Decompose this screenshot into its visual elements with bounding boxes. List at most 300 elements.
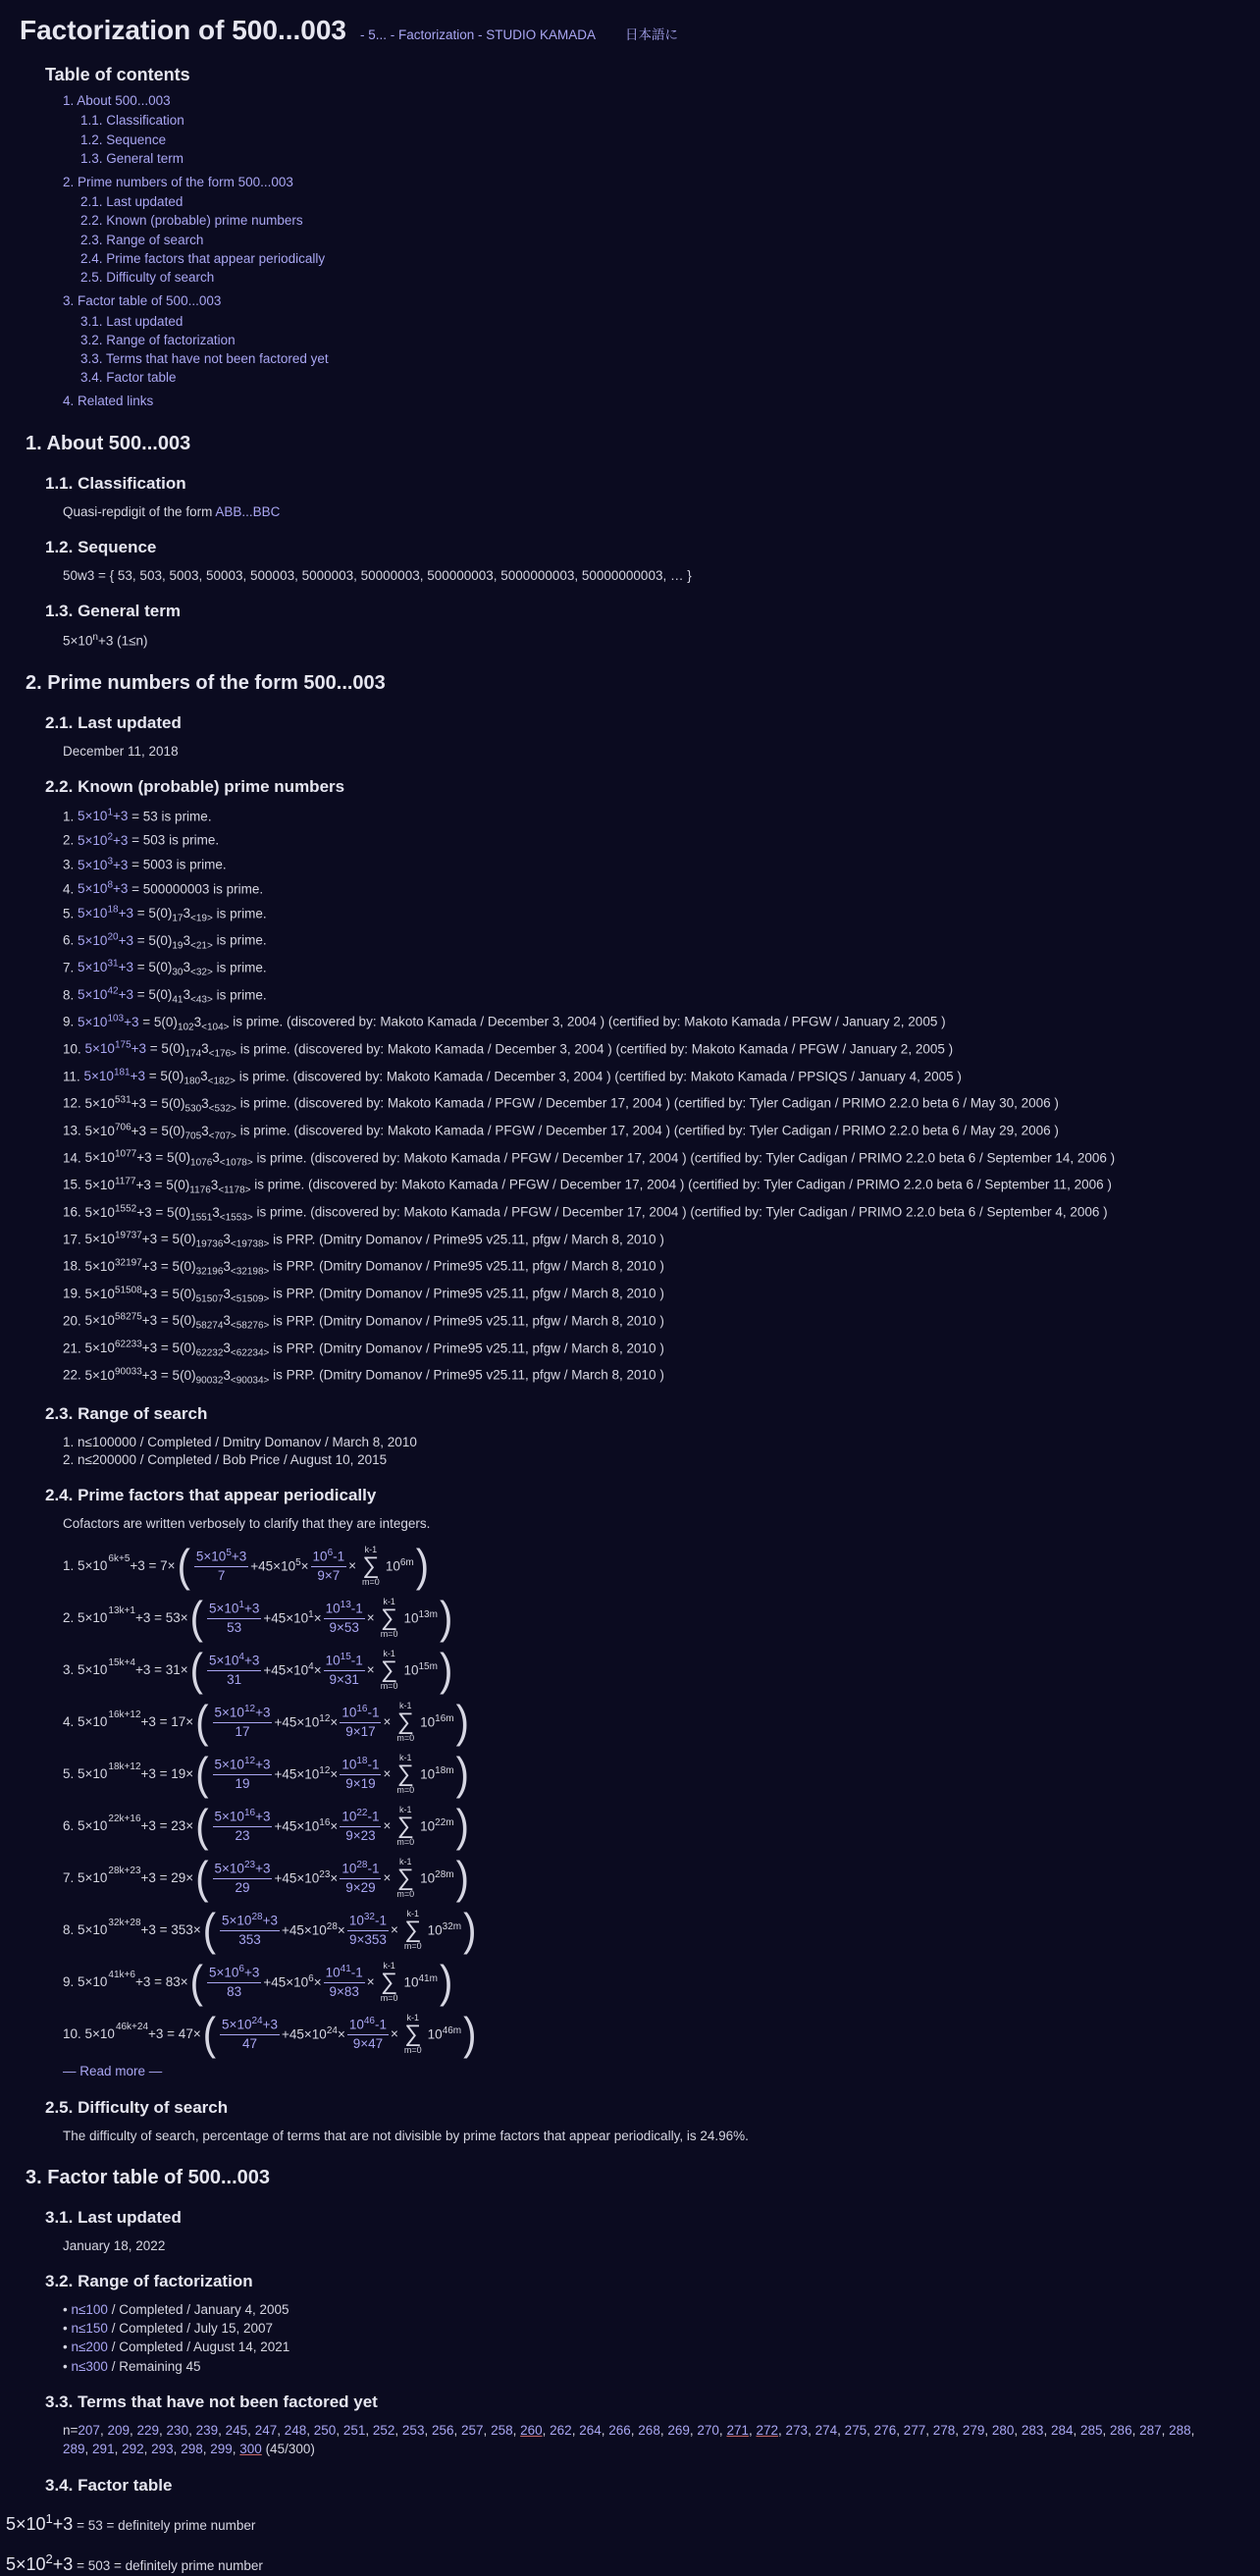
formula-lhs: 2. 5×10 [63,1609,108,1625]
prime-item [63,1339,1240,1361]
prime-note: is PRP. (Dmitry Domanov / Prime95 v25.11, pfgw / March 8, 2010 ) [269,1313,664,1329]
prime-note: is PRP. (Dmitry Domanov / Prime95 v25.11, pfgw / March 8, 2010 ) [269,1258,664,1274]
sigma-lower: m=0 [362,1576,380,1587]
sigma-lower: m=0 [396,1888,415,1899]
sequence-text: 50w3 = { 53, 503, 5003, 50003, 500003, 5000003, 50000003, 500000003, 5000000003, 50000000003, … } [63,567,692,583]
prime-value: = $5(0)_{1176}3_{<1178>}$ [150,1177,251,1196]
factor-table-title: 3.4. Factor table [45,2475,173,2495]
exponent: 5 [295,1557,301,1569]
prime-expression[interactable]: $5\times 10^8+3$ [78,879,129,897]
toc-link[interactable]: 3.1. Last updated [80,313,184,329]
exponent: 58275 [114,1311,142,1323]
range-link[interactable]: n≤300 [71,2358,108,2374]
term-link[interactable]: 269 [667,2422,690,2438]
periodic-formula [63,1957,1240,2008]
term-link[interactable]: 277 [903,2422,926,2438]
terms-prefix: n= [63,2422,79,2438]
numerator: $10^{41}-1$ [324,1963,365,1983]
term-link[interactable]: 250 [313,2422,337,2438]
exponent: 23 [243,1860,256,1871]
numerator: $5\times 10^1+3$ [207,1599,261,1619]
item-number: 7. [63,960,79,975]
term-link[interactable]: 279 [962,2422,985,2438]
exponent: 531 [114,1094,131,1106]
prime-value: = $5(0)_{51507}3_{<51509>}$ [157,1286,270,1305]
classification-title: 1.1. Classification [45,473,186,493]
toc-link[interactable]: 2. Prime numbers of the form 500...003 [63,174,293,189]
exponent: 22 [356,1808,368,1819]
digit-length: <19> [190,913,213,924]
right-paren: ) [455,1853,469,1904]
formula-factor: +3 = 7× [130,1557,176,1573]
unfactored-title: 3.3. Terms that have not been factored yet [45,2392,378,2411]
term-link[interactable]: 287 [1139,2422,1162,2438]
numerator: $5\times 10^{28}+3$ [220,1911,280,1931]
formula-lhs: 5. 5×10 [63,1765,108,1781]
prime-expression: $5\times 10^{51508}+3$ [84,1285,158,1301]
header [20,12,1240,49]
formula-factor: +3 = 47× [148,2025,201,2041]
sigma-lower: m=0 [380,1628,398,1639]
term-link[interactable]: 262 [550,2422,572,2438]
formula-factor: +3 = 23× [140,1817,194,1833]
exponent: 13k+1 [108,1605,135,1617]
prime-value: = $5(0)_{1551}3_{<1553>}$ [151,1204,253,1224]
last-updated-date: December 11, 2018 [63,743,179,759]
page-title: Factorization of 500...003 [20,15,346,45]
prime-item [63,1121,1240,1143]
numerator: $10^{46}-1$ [347,2015,389,2035]
prime-expression[interactable]: $5\times 10^{42}+3$ [78,985,133,1003]
periodic-formula [63,1801,1240,1852]
prime-value: = 53 is prime. [128,809,212,824]
range-of-search-list [63,1434,1240,1469]
formula-mid: $+45\times 10^{28}\times$ [281,1921,345,1938]
repeat-count: 174 [184,1049,202,1061]
exponent: 15 [340,1652,351,1663]
sigma-upper: k-1 [406,1908,420,1919]
fraction [213,1859,273,1897]
toc-link[interactable]: 2.2. Known (probable) prime numbers [80,213,303,229]
term-link[interactable]: 298 [181,2441,203,2456]
toc-link[interactable]: 2.5. Difficulty of search [80,270,215,286]
repeat-count: 102 [177,1022,194,1033]
denominator: 9×353 [348,1932,387,1948]
range-status: / Completed / January 4, 2005 [107,2301,289,2317]
prime-note: is prime. (discovered by: Makoto Kamada / PFGW / December 17, 2004 ) (certified by: Tyler Cadigan / PRIMO 2.2.0 beta 6 / September 4, 2006 ) [252,1204,1108,1220]
exponent: 28m [435,1869,454,1881]
times: × [391,2025,398,2041]
formula-lhs: 3. 5×10 [63,1661,108,1677]
exponent: 16 [319,1817,331,1829]
exponent: 31 [107,958,119,970]
sigma [396,1754,414,1795]
range-status: / Completed / August 14, 2021 [107,2339,290,2355]
times: × [366,1609,375,1625]
formula-mid: $+45\times 10^{23}\times$ [274,1869,339,1886]
toc-sublist [80,112,1240,168]
prime-expression[interactable]: $5\times 10^{181}+3$ [83,1067,146,1084]
sigma-lower: m=0 [396,1732,415,1743]
term-link[interactable]: 253 [401,2422,425,2438]
prime-value: = $5(0)_{705}3_{<707>}$ [146,1123,237,1142]
sigma-lower: m=0 [403,1940,422,1951]
term-link[interactable]: 284 [1050,2422,1074,2438]
read-more-link[interactable]: — Read more — [63,2064,163,2079]
classification-prefix: Quasi-repdigit of the form [63,503,216,519]
exponent: 2 [107,831,113,843]
prime-item [63,1039,1240,1062]
exponent: 20 [107,931,119,943]
term-link[interactable]: 270 [697,2422,719,2438]
term-link[interactable]: 268 [638,2422,660,2438]
fraction [207,1651,261,1689]
left-paren: ( [195,1697,209,1748]
item-number: 18. [63,1258,85,1274]
exponent: 12 [319,1713,331,1725]
repeat-count: 51507 [195,1293,224,1305]
repeat-count: 17 [172,913,184,924]
classification-link[interactable]: ABB...BBC [215,503,281,519]
item-number: 13. [63,1123,85,1138]
denominator: 9×47 [352,2036,384,2052]
repeat-count: 62232 [195,1347,224,1359]
language-link[interactable]: 日本語に [625,27,679,42]
sigma-symbol: ∑ [381,1968,398,1995]
prime-value: = 500000003 is prime. [128,881,264,897]
prime-expression: $5\times 10^{90033}+3$ [84,1366,158,1383]
range-link[interactable]: n≤100 [71,2301,108,2317]
term-link[interactable]: 288 [1169,2422,1191,2438]
prime-expression[interactable]: $5\times 10^1+3$ [78,807,129,824]
digit-length: <1553> [219,1212,253,1224]
left-paren: ( [189,1593,203,1644]
exponent: 16m [435,1713,454,1725]
times: × [390,1921,398,1937]
classification-text [63,503,1240,521]
term-link[interactable]: 272 [756,2422,779,2438]
toc-heading: Table of contents [45,64,190,84]
prime-item [63,958,1240,980]
breadcrumb[interactable]: - 5... - Factorization - STUDIO KAMADA [360,27,597,42]
prime-value: = $5(0)_{62232}3_{<62234>}$ [157,1341,270,1359]
sigma-symbol: ∑ [396,1864,414,1891]
formula-mid: $+45\times 10^{12}\times$ [274,1713,339,1730]
denominator: 9×53 [329,1620,359,1636]
numerator: $5\times 10^6+3$ [207,1963,261,1983]
sigma-upper: k-1 [383,1960,395,1971]
item-number: 6. [63,932,79,948]
list-item: 2. n≤200000 / Completed / Bob Price / August 10, 2015 [63,1452,388,1468]
term-link[interactable]: 239 [195,2422,219,2438]
prime-expression[interactable]: $5\times 10^{103}+3$ [78,1013,139,1029]
denominator: 353 [238,1932,261,1948]
formula-lhs: 1. 5×10 [63,1557,108,1573]
fraction [194,1547,248,1585]
numerator: $10^{18}-1$ [340,1755,381,1775]
periodic-formula [63,1697,1240,1748]
section-1-title: 1. About 500...003 [26,432,191,454]
digit-length: <104> [201,1022,230,1033]
term-link[interactable]: 245 [225,2422,248,2438]
term-link[interactable]: 285 [1080,2422,1103,2438]
toc-link[interactable]: 1.1. Classification [80,113,184,129]
term-link[interactable]: 266 [608,2422,631,2438]
exponent: 19737 [114,1230,142,1241]
term-link[interactable]: 276 [873,2422,897,2438]
periodic-formula [63,1645,1240,1696]
sigma-upper: k-1 [399,1752,412,1762]
fraction [207,1599,261,1637]
toc-item [63,393,1240,410]
prime-item [63,855,1240,874]
exponent: 1 [308,1609,314,1621]
term-link[interactable]: 251 [342,2422,366,2438]
exponent: 32m [442,1921,462,1933]
factor-expression: $5\times 10^1+3$ [6,2511,74,2535]
denominator: 29 [235,1880,250,1896]
term-link[interactable]: 207 [78,2422,100,2438]
sigma [404,1910,422,1951]
formula-mid: $+45\times 10^{12}\times$ [274,1765,339,1782]
toc-link[interactable]: 3.2. Range of factorization [80,332,236,347]
prime-item [63,1202,1240,1225]
term-link[interactable]: 258 [491,2422,513,2438]
denominator: 9×31 [329,1672,359,1688]
sigma-symbol: ∑ [362,1551,380,1579]
factor-result: = 53 = definitely prime number [73,2518,256,2534]
list-item: • n≤150 / Completed / July 15, 2007 [63,2321,274,2337]
toc-subitem [80,269,1240,287]
item-number: 4. [63,881,79,897]
term-link[interactable]: 283 [1021,2422,1044,2438]
prime-value: = $5(0)_{530}3_{<532>}$ [146,1095,237,1115]
sigma-lower: m=0 [396,1836,415,1847]
prime-note: is prime. (discovered by: Makoto Kamada / PFGW / December 17, 2004 ) (certified by: Tyler Cadigan / PRIMO 2.2.0 beta 6 / May 29, 2006 ) [236,1123,1059,1138]
factor-row [6,2510,1240,2536]
sum-term: $10^{18m}$ [420,1765,454,1782]
times: × [383,1869,392,1885]
sigma-lower: m=0 [396,1784,415,1795]
prime-note: is prime. [212,960,267,975]
sigma-symbol: ∑ [396,1760,414,1787]
prime-expression[interactable]: $5\times 10^{20}+3$ [78,931,133,948]
prime-expression[interactable]: $5\times 10^{31}+3$ [78,958,133,975]
digit-length: <21> [190,940,213,952]
toc-link[interactable]: 2.3. Range of search [80,232,204,247]
numerator: $10^{32}-1$ [347,1911,389,1931]
range-status: / Remaining 45 [107,2358,201,2374]
exponent: 62233 [114,1339,142,1350]
exponent: 41m [418,1973,438,1985]
prime-expression[interactable]: $5\times 10^3+3$ [78,856,129,872]
sigma-upper: k-1 [383,1648,395,1658]
formula-mid: $+45\times 10^6\times$ [263,1973,322,1990]
term-link[interactable]: 271 [726,2422,749,2438]
numerator: $10^{16}-1$ [340,1703,381,1723]
fraction [340,1807,381,1845]
toc-link[interactable]: 4. Related links [63,394,154,409]
formula-lhs: 4. 5×10 [63,1713,108,1729]
periodic-formula [63,2009,1240,2060]
toc-subitem [80,193,1240,211]
formula-mid: $+45\times 10^4\times$ [263,1661,322,1678]
term-link[interactable]: 260 [520,2422,543,2438]
term-link[interactable]: 278 [932,2422,956,2438]
exponent: 3 [107,856,113,867]
prime-value: = $5(0)_{174}3_{<176>}$ [146,1041,237,1061]
prime-item [63,1256,1240,1279]
term-link[interactable]: 300 [239,2441,262,2456]
toc-link[interactable]: 2.1. Last updated [80,194,184,210]
sum-term: $10^{13m}$ [403,1609,438,1626]
term-link[interactable]: 256 [431,2422,454,2438]
term-link[interactable]: 257 [461,2422,484,2438]
toc-subitem [80,332,1240,349]
difficulty-text: The difficulty of search, percentage of terms that are not divisible by prime factors that appear periodically, is 24.96%. [63,2128,749,2143]
exponent: 32k+28 [108,1918,141,1929]
term-link[interactable]: 291 [92,2441,115,2456]
denominator: 9×83 [329,1984,359,2000]
denominator: 23 [235,1828,250,1844]
item-number: 12. [63,1095,85,1111]
exponent: 1 [45,2511,53,2527]
exponent: 15m [418,1661,438,1673]
toc-link[interactable]: 1.2. Sequence [80,131,167,147]
term-link[interactable]: 293 [151,2441,174,2456]
exponent: 1077 [114,1148,137,1160]
term-link[interactable]: 248 [284,2422,307,2438]
formula-lhs: 10. 5×10 [63,2025,115,2041]
sigma-upper: k-1 [399,1804,412,1814]
periodic-formula [63,1853,1240,1904]
sigma [381,1962,398,2003]
left-paren: ( [189,1645,203,1696]
exponent: 18k+12 [108,1761,141,1773]
exponent: 16 [356,1704,368,1715]
item-number: 5. [63,906,79,921]
exponent: 5 [226,1548,232,1559]
terms-count: (45/300) [261,2441,315,2456]
toc-subitem [80,350,1240,368]
factor-last-updated-date: January 18, 2022 [63,2237,166,2253]
right-paren: ) [455,1801,469,1852]
term-link[interactable]: 280 [991,2422,1015,2438]
prime-expression: $5\times 10^{62233}+3$ [84,1339,158,1356]
factor-table [6,2510,1240,2576]
exponent: 18 [356,1756,368,1767]
fraction [347,2015,389,2053]
numerator: $10^{13}-1$ [324,1599,365,1619]
periodic-formula [63,1905,1240,1956]
toc-link[interactable]: 3.4. Factor table [80,370,177,386]
prime-expression[interactable]: $5\times 10^{18}+3$ [78,904,133,921]
table-of-contents [63,92,1240,411]
toc-link[interactable]: 3.3. Terms that have not been factored yet [80,350,329,366]
term-link[interactable]: 230 [166,2422,189,2438]
prime-expression[interactable]: $5\times 10^2+3$ [78,831,129,848]
prime-value: = $5(0)_{17}3_{<19>}$ [132,906,213,924]
item-number: 21. [63,1341,85,1356]
prime-item [63,879,1240,899]
exponent: 16 [243,1808,256,1819]
term-link[interactable]: 274 [814,2422,838,2438]
right-paren: ) [455,1749,469,1800]
section-2-title: 2. Prime numbers of the form 500...003 [26,671,386,694]
prime-expression: $5\times 10^{1552}+3$ [84,1203,152,1220]
exponent: 6m [399,1557,414,1569]
exponent: 24 [326,2025,338,2037]
exponent: 18 [107,904,119,916]
formula-lhs: 7. 5×10 [63,1869,108,1885]
formula-mid: $+45\times 10^{16}\times$ [274,1817,339,1834]
toc-link[interactable]: 2.4. Prime factors that appear periodically [80,250,326,266]
repeat-count: 19736 [195,1238,224,1250]
digit-length: <32198> [230,1266,270,1278]
term-link[interactable]: 273 [785,2422,809,2438]
prime-expression: $5\times 10^{19737}+3$ [84,1230,158,1247]
prime-note: is PRP. (Dmitry Domanov / Prime95 v25.11, pfgw / March 8, 2010 ) [269,1232,664,1247]
term-link[interactable]: 264 [579,2422,602,2438]
term-link[interactable]: 299 [210,2441,233,2456]
term-link[interactable]: 209 [107,2422,130,2438]
denominator: 9×7 [317,1568,341,1584]
toc-item [63,292,1240,387]
prime-note: is prime. (discovered by: Makoto Kamada / December 3, 2004 ) (certified by: Makoto Kamada / PPSIQS / January 4, 2005 ) [236,1069,962,1084]
term-link[interactable]: 292 [122,2441,144,2456]
list-item: 1. n≤100000 / Completed / Dmitry Domanov / March 8, 2010 [63,1434,417,1449]
prime-note: is prime. (discovered by: Makoto Kamada / December 3, 2004 ) (certified by: Makoto Kamada / PFGW / January 2, 2005 ) [229,1014,946,1029]
term-link[interactable]: 286 [1110,2422,1132,2438]
range-link[interactable]: n≤150 [71,2321,108,2337]
prime-value: = $5(0)_{90032}3_{<90034>}$ [157,1367,270,1387]
exponent: 41 [340,1964,351,1975]
repeat-count: 1176 [189,1184,211,1196]
denominator: 53 [227,1620,242,1636]
digit-length: <182> [207,1076,236,1087]
prime-expression: $5\times 10^{1077}+3$ [84,1148,152,1166]
left-paren: ( [195,1853,209,1904]
toc-link[interactable]: 1. About 500...003 [63,93,171,109]
exponent: 28 [356,1860,368,1871]
sigma-symbol: ∑ [381,1656,398,1683]
item-number: 22. [63,1367,85,1383]
term-link[interactable]: 229 [136,2422,160,2438]
prime-note: is prime. (discovered by: Makoto Kamada / PFGW / December 17, 2004 ) (certified by: Tyler Cadigan / PRIMO 2.2.0 beta 6 / September 11, 2006 ) [250,1177,1112,1192]
sigma [396,1806,414,1847]
term-link[interactable]: 275 [844,2422,867,2438]
term-link[interactable]: 289 [63,2441,85,2456]
term-link[interactable]: 247 [254,2422,278,2438]
prime-expression[interactable]: $5\times 10^{175}+3$ [84,1039,147,1057]
exponent: 22m [435,1817,454,1829]
prime-expression: $5\times 10^{58275}+3$ [84,1311,158,1329]
range-link[interactable]: n≤200 [71,2339,108,2355]
toc-link[interactable]: 3. Factor table of 500...003 [63,293,222,309]
exponent: 32 [363,1912,375,1923]
prime-item [63,1175,1240,1197]
term-link[interactable]: 252 [372,2422,395,2438]
sigma [362,1546,380,1587]
factor-result: = 503 = definitely prime number [73,2557,263,2573]
exponent: 6k+5 [108,1553,131,1565]
denominator: 19 [235,1776,250,1792]
sigma [381,1650,398,1691]
fraction [311,1547,347,1585]
factor-row [6,2550,1240,2576]
toc-link[interactable]: 1.3. General term [80,150,184,166]
list-item: • n≤100 / Completed / January 4, 2005 [63,2301,289,2317]
